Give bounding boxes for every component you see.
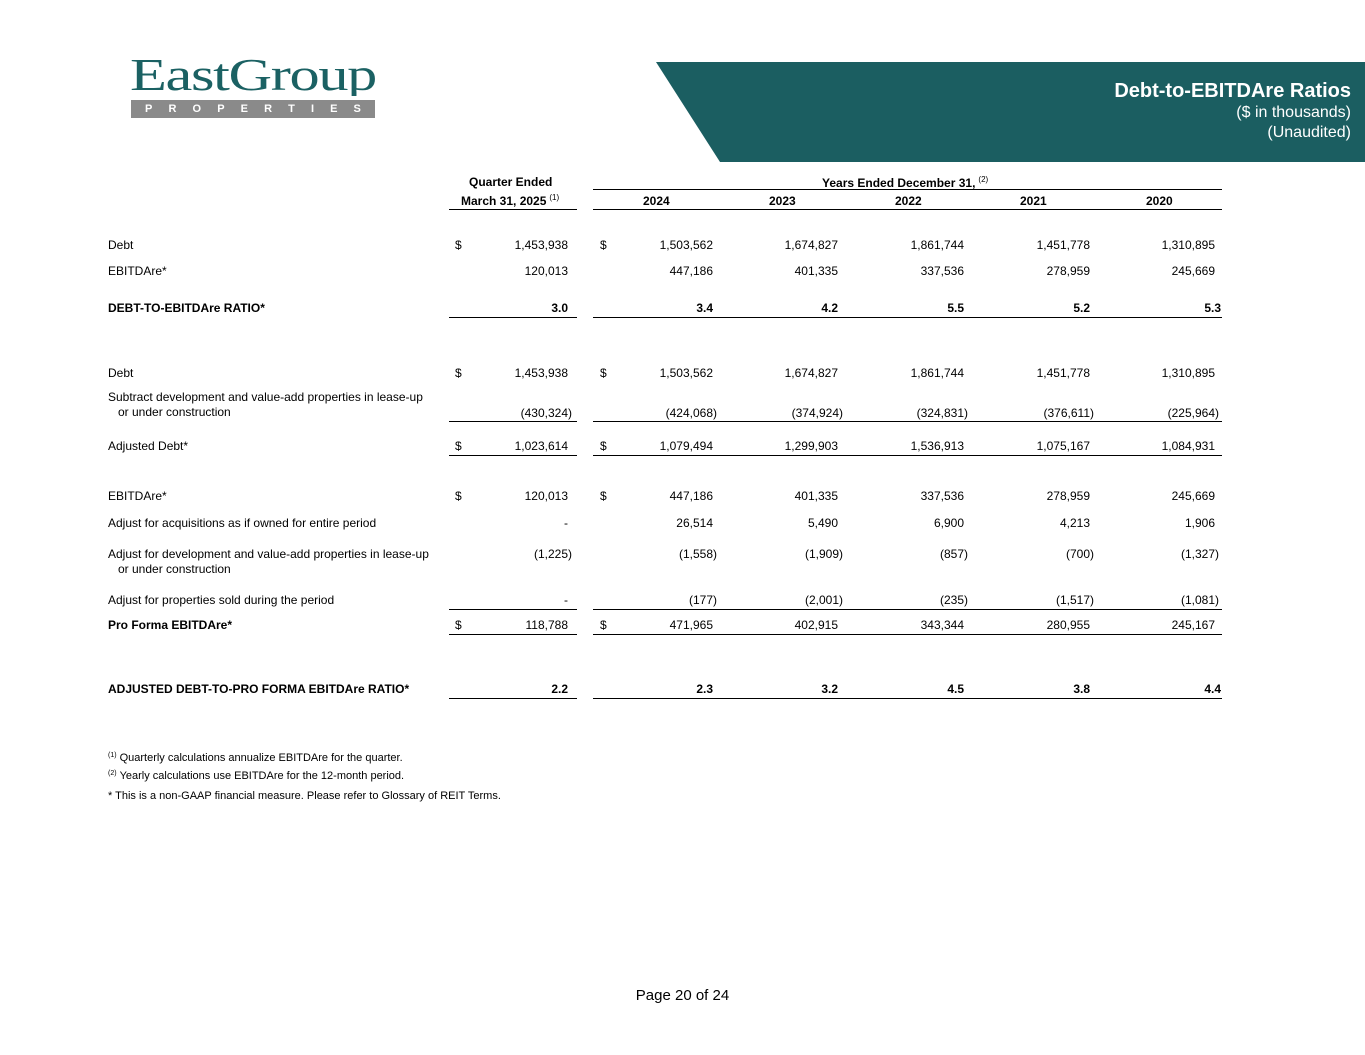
cell-2021-ebitdare-2: 278,959 (1046, 489, 1090, 503)
cell-2023-sold: (2,001) (804, 593, 843, 607)
cell-2023-adjust-development: (1,909) (804, 547, 843, 561)
logo-subtitle: P R O P E R T I E S (145, 103, 361, 115)
page-title: Debt-to-EBITDAre Ratios (1114, 80, 1351, 102)
cell-q-sold: - (564, 593, 568, 607)
cell-q-debt-2: 1,453,938 (514, 366, 568, 380)
logo-wordmark (130, 52, 376, 96)
cell-2020-debt-2: 1,310,895 (1161, 366, 1215, 380)
cell-2023-adjusted-debt: 1,299,903 (784, 439, 838, 453)
subtract-rule-q (449, 421, 577, 422)
cell-2021-adjust-development: (700) (1065, 547, 1094, 561)
row-label-ebitdare: EBITDAre* (108, 264, 167, 278)
cell-q-pro-forma: 118,788 (525, 618, 568, 632)
adjusted-debt-rule-years (593, 455, 1222, 456)
row-label-subtract-development: Subtract development and value-add properties in lease-up (108, 390, 423, 404)
cell-2024-pro-forma: 471,965 (669, 618, 713, 632)
subtract-rule-years (593, 421, 1222, 422)
cell-2023-ratio: 4.2 (821, 301, 838, 315)
row-label-adjust-sold: Adjust for properties sold during the period (108, 593, 335, 607)
cell-2022-ebitdare: 337,536 (920, 264, 964, 278)
cell-2020-ratio: 5.3 (1204, 301, 1221, 315)
dollar-sign: $ (600, 489, 607, 503)
quarter-header-line2: March 31, 2025 $^{(1)}$ (461, 193, 560, 208)
dollar-sign: $ (455, 238, 462, 252)
cell-q-acquisitions: - (564, 516, 568, 530)
cell-2021-adjusted-debt: 1,075,167 (1036, 439, 1090, 453)
adjusted-ratio-rule-q (449, 698, 577, 699)
cell-2021-ebitdare: 278,959 (1046, 264, 1090, 278)
pro-forma-rule-q (449, 634, 577, 635)
row-label-adjusted-ratio: ADJUSTED DEBT-TO-PRO FORMA EBITDAre RATIO* (108, 682, 410, 696)
adjusted-debt-rule-q (449, 455, 577, 456)
cell-q-ebitdare: 120,013 (524, 264, 568, 278)
years-header-rule (593, 189, 1222, 190)
cell-2022-ebitdare-2: 337,536 (920, 489, 964, 503)
cell-2023-ebitdare-2: 401,335 (794, 489, 838, 503)
cell-2023-acquisitions: 5,490 (807, 516, 838, 530)
cell-2021-debt: 1,451,778 (1036, 238, 1090, 252)
cell-q-ebitdare-2: 120,013 (524, 489, 568, 503)
cell-2020-ebitdare: 245,669 (1171, 264, 1215, 278)
cell-q-debt: 1,453,938 (514, 238, 568, 252)
cell-2020-acquisitions: 1,906 (1184, 516, 1215, 530)
adjusted-ratio-rule-years (593, 698, 1222, 699)
year-header-2024: 2024 (643, 194, 670, 208)
cell-2021-adjusted-ratio: 3.8 (1073, 682, 1090, 696)
cell-2024-sold: (177) (688, 593, 717, 607)
dollar-sign: $ (600, 439, 607, 453)
cell-2021-acquisitions: 4,213 (1059, 516, 1090, 530)
cell-2020-pro-forma: 245,167 (1171, 618, 1215, 632)
cell-2021-debt-2: 1,451,778 (1036, 366, 1090, 380)
cell-2020-adjust-development: (1,327) (1180, 547, 1219, 561)
cell-2022-adjust-development: (857) (939, 547, 968, 561)
cell-2021-pro-forma: 280,955 (1046, 618, 1090, 632)
banner-title-block (1114, 79, 1351, 143)
cell-2020-adjusted-ratio: 4.4 (1204, 682, 1221, 696)
quarter-header-line1: Quarter Ended (469, 175, 553, 189)
year-header-2020: 2020 (1146, 194, 1173, 208)
sold-rule-q (449, 609, 577, 610)
row-label-adjust-development-cont: or under construction (118, 562, 231, 576)
row-label-adjusted-debt: Adjusted Debt* (108, 439, 189, 453)
units-subtitle: ($ in thousands) (1236, 104, 1351, 121)
cell-2021-sold: (1,517) (1055, 593, 1094, 607)
cell-q-subtract: (430,324) (520, 406, 572, 420)
cell-2023-debt-2: 1,674,827 (784, 366, 838, 380)
cell-q-ratio: 3.0 (551, 301, 568, 315)
cell-2024-debt: 1,503,562 (659, 238, 713, 252)
footnote-non-gaap: * This is a non-GAAP financial measure. Please refer to Glossary of REIT Terms. (108, 790, 501, 802)
cell-q-adjusted-debt: 1,023,614 (514, 439, 568, 453)
cell-2020-debt: 1,310,895 (1161, 238, 1215, 252)
dollar-sign: $ (455, 489, 462, 503)
row-label-debt-to-ebitdare-ratio: DEBT-TO-EBITDAre RATIO* (108, 301, 265, 315)
row-label-subtract-development-cont: or under construction (118, 405, 231, 419)
year-header-2022: 2022 (895, 194, 922, 208)
cell-2020-adjusted-debt: 1,084,931 (1161, 439, 1215, 453)
year-header-2021: 2021 (1020, 194, 1047, 208)
years-header: Years Ended December 31, $^{(2)}$ (822, 175, 989, 190)
cell-2023-subtract: (374,924) (791, 406, 843, 420)
cell-2022-ratio: 5.5 (947, 301, 964, 315)
sold-rule-years (593, 609, 1222, 610)
years-subheader-rule (593, 209, 1222, 210)
svg-text:EastGroup: EastGroup (130, 52, 376, 96)
ratio-rule-years (593, 317, 1222, 318)
cell-2022-acquisitions: 6,900 (933, 516, 964, 530)
dollar-sign: $ (600, 366, 607, 380)
cell-2023-debt: 1,674,827 (784, 238, 838, 252)
row-label-adjust-acquisitions: Adjust for acquisitions as if owned for entire period (108, 516, 377, 530)
cell-2023-adjusted-ratio: 3.2 (821, 682, 838, 696)
cell-2023-pro-forma: 402,915 (794, 618, 838, 632)
year-header-2023: 2023 (769, 194, 796, 208)
cell-2022-debt: 1,861,744 (910, 238, 964, 252)
cell-2020-ebitdare-2: 245,669 (1171, 489, 1215, 503)
cell-2021-ratio: 5.2 (1073, 301, 1090, 315)
page-number: Page 20 of 24 (635, 987, 730, 1004)
ratio-rule-q (449, 317, 577, 318)
cell-2024-acquisitions: 26,514 (676, 516, 713, 530)
cell-2024-ratio: 3.4 (696, 301, 713, 315)
cell-2024-adjusted-debt: 1,079,494 (659, 439, 713, 453)
cell-2024-debt-2: 1,503,562 (659, 366, 713, 380)
cell-2021-subtract: (376,611) (1043, 406, 1094, 420)
row-label-pro-forma-ebitdare: Pro Forma EBITDAre* (108, 618, 233, 632)
cell-q-adjusted-ratio: 2.2 (551, 682, 568, 696)
cell-2022-subtract: (324,831) (916, 406, 968, 420)
cell-2024-adjusted-ratio: 2.3 (696, 682, 713, 696)
cell-2024-ebitdare-2: 447,186 (669, 489, 713, 503)
cell-2020-subtract: (225,964) (1167, 406, 1219, 420)
cell-2020-sold: (1,081) (1180, 593, 1219, 607)
row-label-debt: Debt (108, 238, 134, 252)
cell-2022-adjusted-ratio: 4.5 (947, 682, 964, 696)
dollar-sign: $ (600, 618, 607, 632)
dollar-sign: $ (455, 439, 462, 453)
cell-2024-adjust-development: (1,558) (678, 547, 717, 561)
cell-2022-debt-2: 1,861,744 (910, 366, 964, 380)
cell-2024-ebitdare: 447,186 (669, 264, 713, 278)
pro-forma-rule-years (593, 634, 1222, 635)
quarter-header-rule (449, 209, 577, 210)
dollar-sign: $ (455, 366, 462, 380)
cell-2022-pro-forma: 343,344 (920, 618, 964, 632)
company-logo (130, 52, 376, 96)
cell-2023-ebitdare: 401,335 (794, 264, 838, 278)
unaudited-subtitle: (Unaudited) (1267, 124, 1351, 141)
row-label-ebitdare: EBITDAre* (108, 489, 167, 503)
row-label-debt: Debt (108, 366, 134, 380)
footnote-1: $^{(1)}$ Quarterly calculations annualize EBITDAre for the quarter. (108, 752, 403, 764)
footnote-2: $^{(2)}$ Yearly calculations use EBITDAre for the 12-month period. (108, 770, 405, 782)
row-label-adjust-development: Adjust for development and value-add properties in lease-up (108, 547, 429, 561)
dollar-sign: $ (600, 238, 607, 252)
cell-2024-subtract: (424,068) (665, 406, 717, 420)
cell-2022-sold: (235) (939, 593, 968, 607)
cell-2022-adjusted-debt: 1,536,913 (910, 439, 964, 453)
cell-q-adjust-development: (1,225) (533, 547, 572, 561)
dollar-sign: $ (455, 618, 462, 632)
